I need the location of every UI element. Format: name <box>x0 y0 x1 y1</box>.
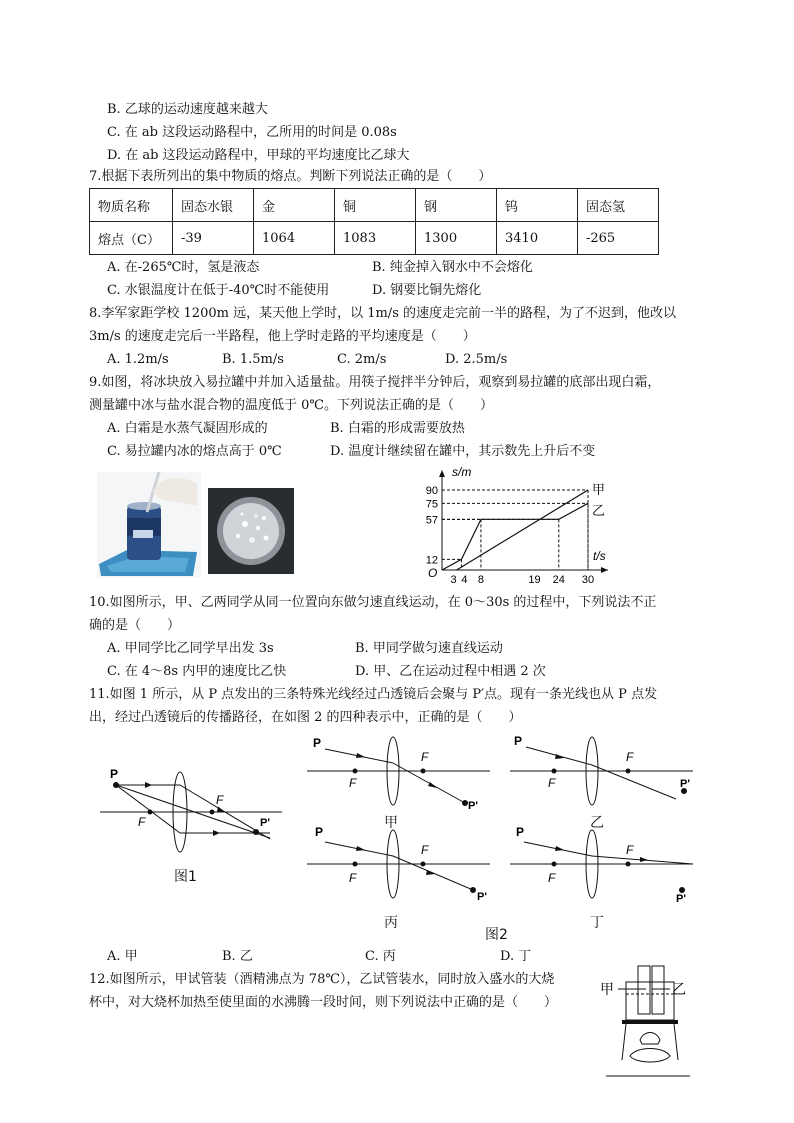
table-cell: 1064 <box>254 222 335 255</box>
label-f: F <box>548 776 556 790</box>
frost-can-photo <box>208 488 294 574</box>
label-p: P <box>110 767 119 781</box>
y-axis-arrow <box>439 470 445 477</box>
table-row <box>90 189 659 222</box>
y-tick-label: 57 <box>425 514 438 527</box>
q12-line2: 杯中，对大烧杯加热至使里面的水沸腾一段时间，则下列说法中正确的是（ ） <box>89 995 558 1010</box>
table-cell: 物质名称 <box>90 189 173 222</box>
label-f: F <box>626 843 634 857</box>
x-tick-label: 30 <box>581 574 595 586</box>
label-p-prime: P' <box>676 893 686 905</box>
table-cell: 铜 <box>335 189 416 222</box>
q9-option-b: B. 白霜的形成需要放热 <box>330 421 465 436</box>
q6-option-c: C. 在 ab 这段运动路程中，乙所用的时间是 0.08s <box>107 125 397 140</box>
y-axis-label: s/m <box>452 465 472 479</box>
series-line-1 <box>442 503 588 570</box>
q6-option-b: B. 乙球的运动速度越来越大 <box>107 102 268 117</box>
q8-line1: 8.李军家距学校 1200m 远，某天他上学时，以 1m/s 的速度走完前一半的路程，为了不迟到，他改以 <box>89 306 676 321</box>
origin-label: O <box>428 566 438 580</box>
table-cell: 钨 <box>497 189 578 222</box>
q7-option-b: B. 纯金掉入钢水中不会熔化 <box>372 260 533 275</box>
focus-right <box>210 810 215 815</box>
q8-line2: 3m/s 的速度走完后一半路程，他上学时走路的平均速度是（ ） <box>89 329 476 344</box>
label-p: P <box>516 826 525 839</box>
x-tick-label: 3 <box>450 574 457 586</box>
q10-option-c: C. 在 4～8s 内甲的速度比乙快 <box>107 664 287 679</box>
label-yi: 乙 <box>672 981 686 997</box>
q11-option-a: A. 甲 <box>107 949 138 964</box>
point-p-prime <box>253 829 259 835</box>
figure-2-panel-yi <box>508 735 698 815</box>
label-p-prime: P' <box>260 817 270 829</box>
label-f: F <box>626 750 634 764</box>
q10-line1: 10.如图所示，甲、乙两同学从同一位置向东做匀速直线运动，在 0～30s 的过程中，下列说法不正 <box>89 595 657 610</box>
x-tick-label: 4 <box>461 574 468 586</box>
test-tube-jia <box>638 966 650 1014</box>
panel-caption-bing: 丙 <box>384 915 398 931</box>
q6-option-d: D. 在 ab 这段运动路程中，甲球的平均速度比乙球大 <box>107 148 410 163</box>
q10-line2: 确的是（ ） <box>89 618 181 633</box>
panel-caption-jia: 甲 <box>384 815 398 831</box>
x-tick-label: 19 <box>528 574 541 586</box>
q10-option-b: B. 甲同学做匀速直线运动 <box>355 641 503 656</box>
figure-2-panel-bing <box>305 826 495 910</box>
y-tick-label: 12 <box>425 554 438 567</box>
q10-option-a: A. 甲同学比乙同学早出发 3s <box>107 641 274 656</box>
table-cell: 钢 <box>416 189 497 222</box>
q11-option-b: B. 乙 <box>222 949 253 964</box>
label-p: P <box>514 735 523 748</box>
q10-option-d: D. 甲、乙在运动过程中相遇 2 次 <box>355 664 546 679</box>
label-p-prime: P' <box>680 778 690 790</box>
figure-1-caption: 图1 <box>174 869 197 885</box>
q9-option-d: D. 温度计继续留在罐中，其示数先上升后不变 <box>330 444 596 459</box>
q7-option-c: C. 水银温度计在低于-40℃时不能使用 <box>107 283 330 298</box>
q9-option-a: A. 白霜是水蒸气凝固形成的 <box>107 421 268 436</box>
q8-option-a: A. 1.2m/s <box>107 352 169 367</box>
q11-line2: 出，经过凸透镜后的传播路径，在如图 2 的四种表示中，正确的是（ ） <box>89 710 522 725</box>
figure-2-caption: 图2 <box>485 927 508 943</box>
melting-point-table <box>89 188 659 255</box>
panel-caption-ding: 丁 <box>590 915 604 931</box>
label-f: F <box>421 843 429 857</box>
table-cell: 固态水银 <box>173 189 254 222</box>
table-cell: -265 <box>578 222 659 255</box>
table-cell: 金 <box>254 189 335 222</box>
figure-2-panel-ding <box>508 826 698 910</box>
alcohol-burner-flame <box>640 1033 660 1045</box>
alcohol-burner <box>630 1049 670 1063</box>
q9-line1: 9.如图，将冰块放入易拉罐中并加入适量盐。用筷子搅拌半分钟后，观察到易拉罐的底部出现白霜， <box>89 375 661 390</box>
q8-option-b: B. 1.5m/s <box>222 352 284 367</box>
figure-1-lens-diagram <box>100 766 285 856</box>
can-stirring-photo <box>97 472 201 578</box>
table-cell: 固态氢 <box>578 189 659 222</box>
y-tick-label: 75 <box>425 498 438 511</box>
label-p-prime: P' <box>477 891 487 903</box>
label-f-right: F <box>216 793 224 807</box>
series-label-jia: 甲 <box>592 482 606 497</box>
table-row <box>90 222 659 255</box>
q11-option-d: D. 丁 <box>500 949 532 964</box>
q8-option-d: D. 2.5m/s <box>445 352 508 367</box>
series-label-yi: 乙 <box>592 503 606 518</box>
figure-2-panel-jia <box>305 735 495 815</box>
label-f: F <box>349 776 357 790</box>
y-tick-label: 90 <box>425 485 438 497</box>
table-cell: 1083 <box>335 222 416 255</box>
panel-caption-yi: 乙 <box>590 815 604 831</box>
q9-line2: 测量罐中冰与盐水混合物的温度低于 0℃。下列说法正确的是（ ） <box>89 398 493 413</box>
table-cell: -39 <box>173 222 254 255</box>
test-tube-yi <box>652 966 664 1014</box>
boiling-beaker-apparatus <box>600 960 694 1086</box>
q8-option-c: C. 2m/s <box>337 352 387 367</box>
q12-line1: 12.如图所示，甲试管装（酒精沸点为 78℃），乙试管装水，同时放入盛水的大烧 <box>89 972 555 987</box>
x-tick-label: 24 <box>552 574 565 586</box>
table-cell: 1300 <box>416 222 497 255</box>
distance-time-graph <box>412 462 612 586</box>
label-jia: 甲 <box>600 981 614 997</box>
table-cell: 3410 <box>497 222 578 255</box>
x-axis-arrow <box>601 567 608 573</box>
q9-option-c: C. 易拉罐内冰的熔点高于 0℃ <box>107 444 282 459</box>
label-p-prime: P' <box>468 800 478 812</box>
q7-stem: 7.根据下表所列出的集中物质的熔点。判断下列说法正确的是（ ） <box>89 169 492 184</box>
q7-option-d: D. 钢要比铜先熔化 <box>372 283 482 298</box>
label-f: F <box>421 750 429 764</box>
label-f: F <box>548 871 556 885</box>
label-f: F <box>349 871 357 885</box>
label-p: P <box>315 826 324 839</box>
label-f-left: F <box>138 815 146 829</box>
table-cell: 熔点（C） <box>90 222 173 255</box>
x-axis-label: t/s <box>593 549 606 563</box>
q11-line1: 11.如图 1 所示，从 P 点发出的三条特殊光线经过凸透镜后会聚与 P′点。现有一条光线也从 P 点发 <box>89 687 658 702</box>
q7-option-a: A. 在-265℃时，氢是液态 <box>107 260 260 275</box>
x-tick-label: 8 <box>477 574 484 586</box>
q11-option-c: C. 丙 <box>365 949 396 964</box>
label-p: P <box>313 736 322 750</box>
